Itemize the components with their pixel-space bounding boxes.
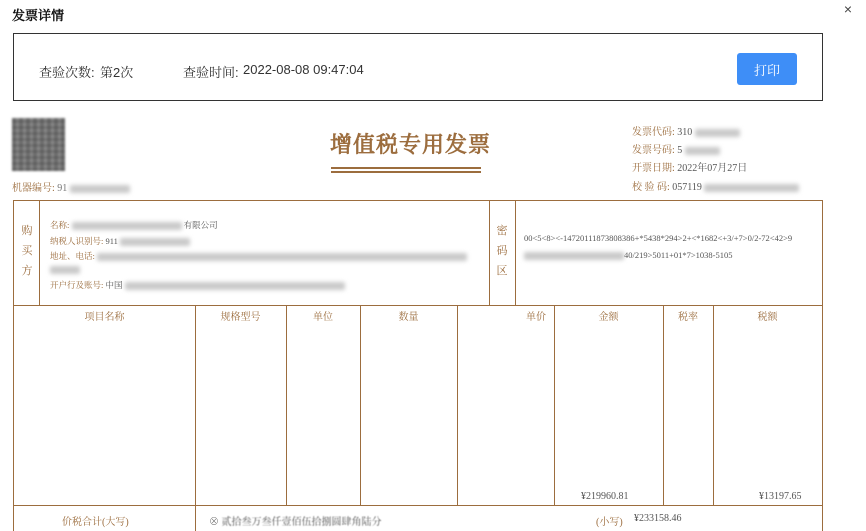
col-spec: 规格型号 xyxy=(220,312,261,323)
buyer-char: 买 xyxy=(21,245,33,257)
buyer-address-cont xyxy=(50,264,80,274)
redacted-block xyxy=(695,129,740,137)
divider xyxy=(457,305,458,505)
invoice-table xyxy=(13,200,823,531)
title-underline xyxy=(331,171,481,173)
cipher-area xyxy=(524,230,809,264)
col-tax-rate: 税率 xyxy=(678,312,698,323)
inspection-time-value: 2022-08-08 09:47:04 xyxy=(243,62,364,77)
buyer-char: 购 xyxy=(21,225,33,237)
total-words-text: 贰拾叁万叁仟壹佰伍拾捌圆肆角陆分 xyxy=(221,517,382,528)
cipher-text: 00<5<8><-14720111873808386+*5438*294>2+<*1682<+3/+7>0/2-72<42>9 xyxy=(524,233,793,243)
buyer-name xyxy=(50,219,218,231)
divider xyxy=(286,305,287,505)
col-quantity: 数量 xyxy=(398,312,419,323)
invoice-code xyxy=(632,123,740,138)
divider xyxy=(663,305,664,505)
divider xyxy=(195,505,196,531)
buyer-char: 方 xyxy=(21,265,33,277)
invoice-number-label: 发票号码: xyxy=(632,145,675,156)
buyer-label xyxy=(17,221,37,281)
buyer-name-label: 名称: xyxy=(50,220,70,230)
col-item-name: 项目名称 xyxy=(84,312,125,323)
cipher-char: 码 xyxy=(496,245,508,257)
invoice-date xyxy=(632,159,747,174)
invoice-number-value: 5 xyxy=(677,145,683,156)
redacted-block xyxy=(50,266,80,274)
divider xyxy=(554,305,555,505)
redacted-block xyxy=(125,282,345,290)
cipher-char: 区 xyxy=(496,265,508,277)
cipher-char: 密 xyxy=(496,225,508,237)
redacted-block xyxy=(97,253,467,261)
redacted-block xyxy=(120,238,190,246)
buyer-bank-value: 中国 xyxy=(105,280,123,290)
col-unit: 单位 xyxy=(313,312,333,323)
invoice-date-label: 开票日期: xyxy=(632,163,675,174)
buyer-address xyxy=(50,250,467,262)
close-icon[interactable]: × xyxy=(843,1,852,17)
machine-number xyxy=(12,179,130,194)
divider xyxy=(489,201,490,305)
redacted-block xyxy=(685,147,720,155)
cipher-label xyxy=(492,221,512,281)
redacted-block xyxy=(72,222,182,230)
total-words xyxy=(209,513,382,528)
total-small-label: (小写) xyxy=(596,517,623,528)
col-unit-price: 单价 xyxy=(526,312,546,323)
print-button[interactable]: 打印 xyxy=(737,53,797,85)
invoice-code-label: 发票代码: xyxy=(632,127,675,138)
qr-code-image xyxy=(12,118,65,171)
col-amount: 金额 xyxy=(598,312,619,323)
check-code-label: 校 验 码: xyxy=(632,182,670,193)
divider xyxy=(14,505,822,506)
amount-total: ¥219960.81 xyxy=(581,491,629,502)
invoice-code-value: 310 xyxy=(677,127,693,138)
buyer-tax-id xyxy=(50,235,190,247)
invoice-date-value: 2022年07月27日 xyxy=(677,163,748,174)
inspection-count-value: 第2次 xyxy=(100,65,134,80)
cipher-text-2: 40/219>5011+01*7>1038-5105 xyxy=(624,250,733,260)
machine-number-label: 机器编号: xyxy=(12,183,55,194)
invoice-title: 增值税专用发票 xyxy=(330,132,492,157)
buyer-bank xyxy=(50,279,345,291)
invoice-number xyxy=(632,141,720,156)
inspection-time-label: 查验时间: xyxy=(183,65,239,80)
total-label: 价税合计(大写) xyxy=(62,517,129,528)
col-tax-amount: 税额 xyxy=(757,312,778,323)
redacted-block xyxy=(704,184,799,192)
check-code xyxy=(632,178,799,193)
divider xyxy=(39,201,40,305)
buyer-name-value: 有限公司 xyxy=(183,220,218,230)
redacted-block xyxy=(70,185,130,193)
divider xyxy=(515,201,516,305)
redacted-block xyxy=(524,252,624,260)
check-code-value: 057119 xyxy=(672,182,702,193)
title-underline xyxy=(331,167,481,169)
buyer-address-label: 地址、电话: xyxy=(50,251,95,261)
divider xyxy=(195,305,196,505)
buyer-tax-id-label: 纳税人识别号: xyxy=(50,236,104,246)
divider xyxy=(360,305,361,505)
inspection-count-label: 查验次数: xyxy=(39,65,95,80)
circle-x-icon: ⊗ xyxy=(209,517,219,528)
inspection-info-panel xyxy=(13,33,823,101)
machine-number-value: 91 xyxy=(57,183,68,194)
total-small-value: ¥233158.46 xyxy=(634,513,682,524)
buyer-tax-id-value: 911 xyxy=(105,236,118,246)
tax-total: ¥13197.65 xyxy=(759,491,802,502)
divider xyxy=(14,305,822,306)
divider xyxy=(713,305,714,505)
buyer-bank-label: 开户行及账号: xyxy=(50,280,104,290)
dialog-title: 发票详情 xyxy=(12,8,65,23)
